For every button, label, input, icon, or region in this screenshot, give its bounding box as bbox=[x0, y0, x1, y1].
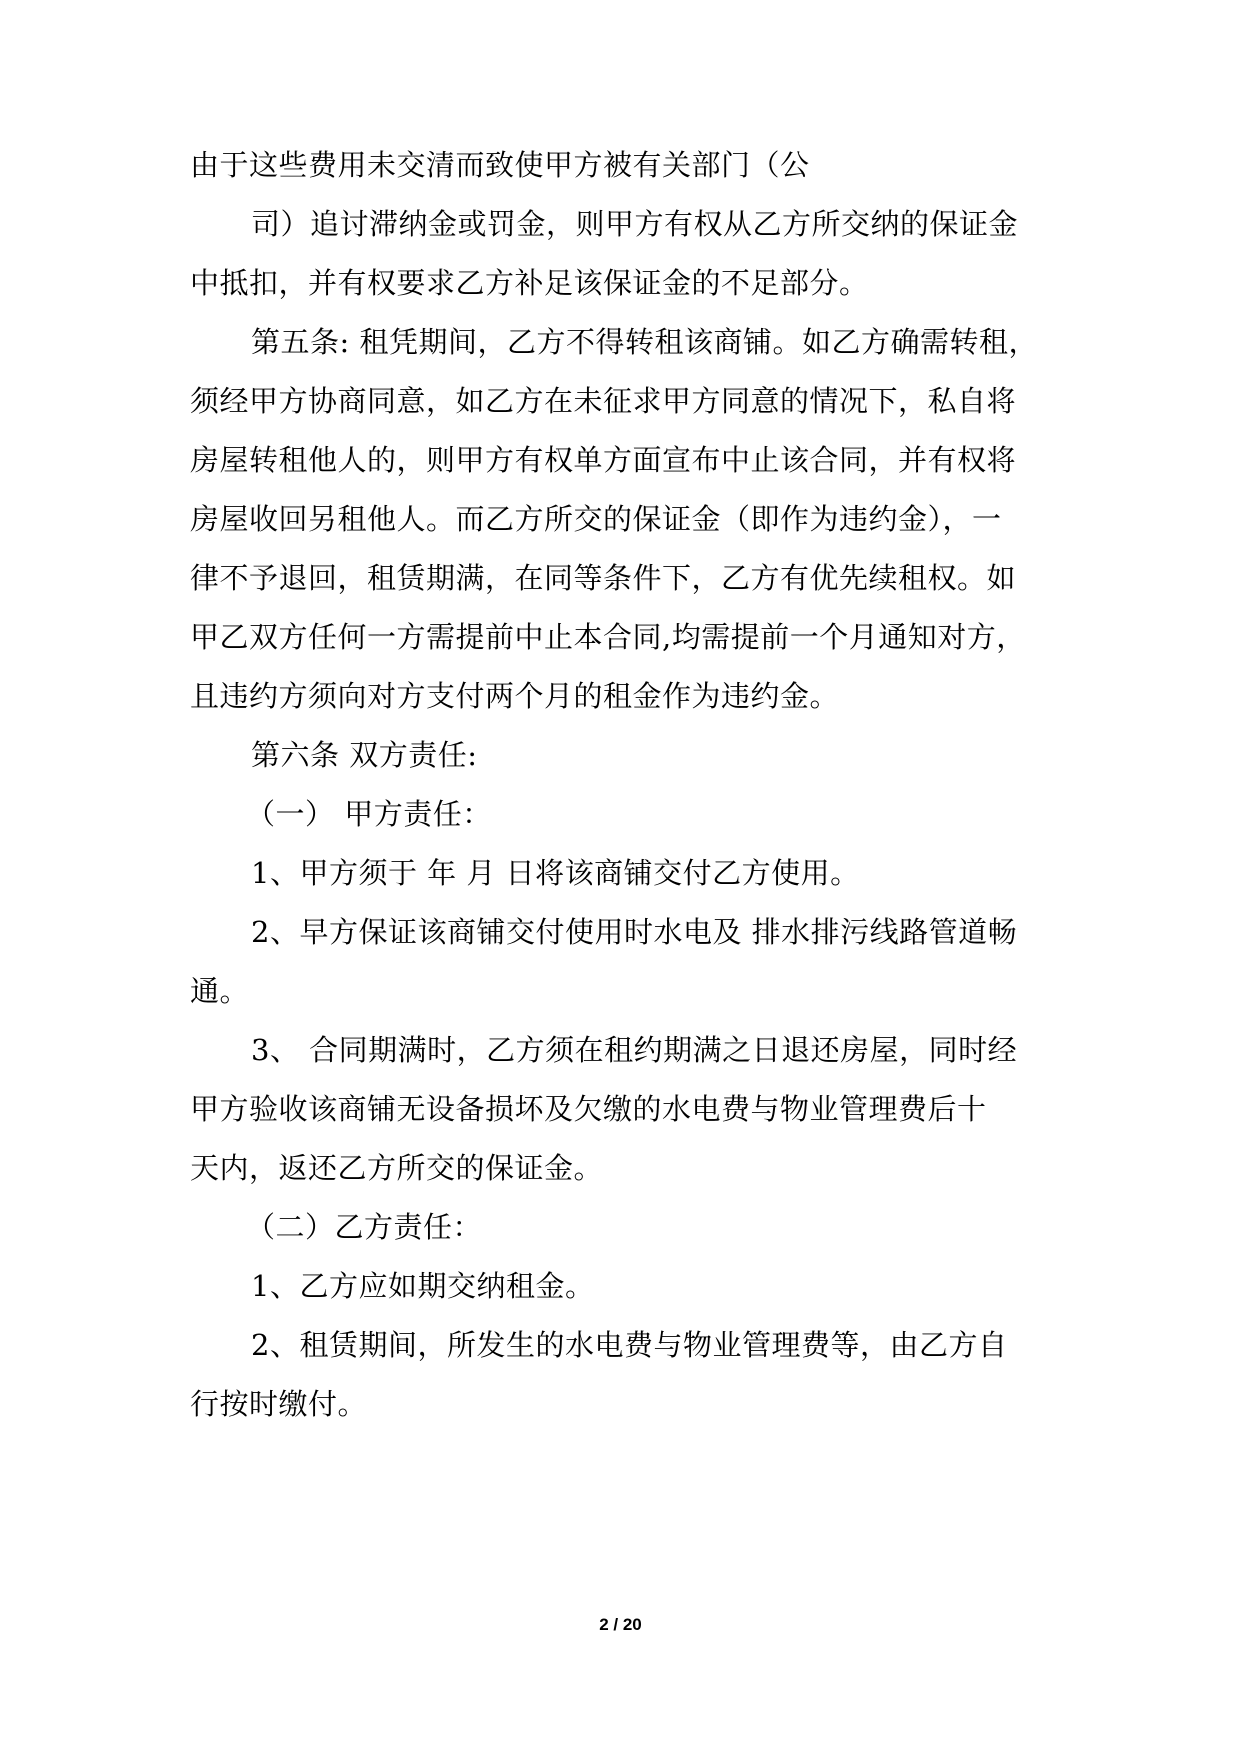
subsection-heading: （一） 甲方责任： bbox=[246, 797, 492, 831]
page-number: 2 / 20 bbox=[599, 1615, 642, 1634]
list-item: 2、早方保证该商铺交付使用时水电及 排水排污线路管道畅 bbox=[251, 915, 1018, 949]
text-line: 须经甲方协商同意，如乙方在未征求甲方同意的情况下，私自将 bbox=[190, 384, 1017, 418]
list-item: 2、租赁期间，所发生的水电费与物业管理费等，由乙方自 bbox=[251, 1328, 1008, 1362]
section-heading: 第六条 双方责任: bbox=[251, 738, 478, 772]
text-line: 由于这些费用未交清而致使甲方被有关部门（公 bbox=[190, 148, 810, 182]
text-line: 行按时缴付。 bbox=[190, 1387, 368, 1421]
text-line: 且违约方须向对方支付两个月的租金作为违约金。 bbox=[190, 679, 840, 713]
text-line: 中抵扣，并有权要求乙方补足该保证金的不足部分。 bbox=[190, 266, 869, 300]
list-item: 1、甲方须于 年 月 日将该商铺交付乙方使用。 bbox=[251, 856, 860, 890]
text-line: 房屋转租他人的，则甲方有权单方面宣布中止该合同，并有权将 bbox=[190, 443, 1017, 477]
list-item: 3、 合同期满时，乙方须在租约期满之日退还房屋，同时经 bbox=[251, 1033, 1018, 1067]
text-line: 第五条: 租凭期间，乙方不得转租该商铺。如乙方确需转租， bbox=[251, 325, 1038, 359]
text-line: 甲方验收该商铺无设备损坏及欠缴的水电费与物业管理费后十 bbox=[190, 1092, 987, 1126]
text-line: 天内，返还乙方所交的保证金。 bbox=[190, 1151, 604, 1185]
text-line: 甲乙双方任何一方需提前中止本合同,均需提前一个月通知对方， bbox=[190, 620, 1026, 654]
list-item: 1、乙方应如期交纳租金。 bbox=[251, 1269, 595, 1303]
text-line: 律不予退回，租赁期满，在同等条件下，乙方有优先续租权。如 bbox=[190, 561, 1017, 595]
text-line: 房屋收回另租他人。而乙方所交的保证金（即作为违约金），一 bbox=[190, 502, 1002, 536]
text-line: 通。 bbox=[190, 974, 250, 1008]
subsection-heading: （二）乙方责任： bbox=[246, 1210, 483, 1244]
text-line: 司）追讨滞纳金或罚金，则甲方有权从乙方所交纳的保证金 bbox=[251, 207, 1019, 241]
